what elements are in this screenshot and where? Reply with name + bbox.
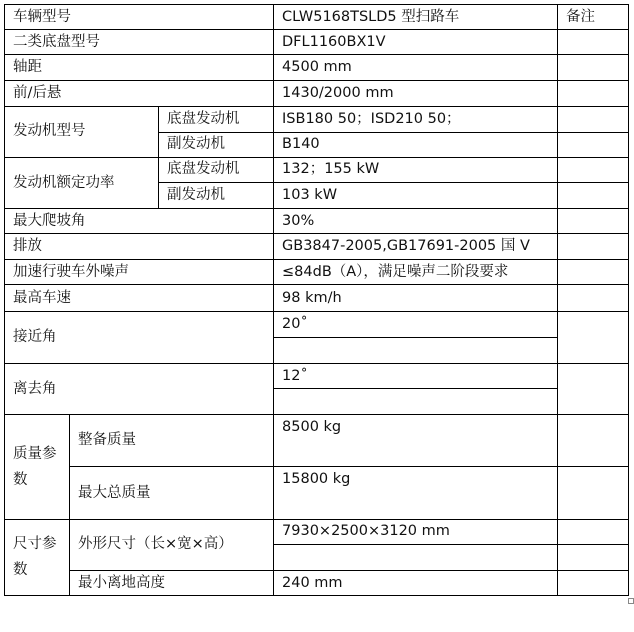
note-cell [558, 260, 629, 285]
note-cell [558, 311, 629, 363]
paragraph-end-mark [628, 598, 634, 604]
note-cell [558, 415, 629, 467]
overhang-label: 前/后悬 [5, 81, 274, 106]
table-row [5, 363, 629, 388]
note-header: 备注 [558, 5, 629, 30]
table-row [5, 570, 629, 595]
table-row [5, 260, 629, 285]
engine-model-aux-label: 副发动机 [159, 132, 274, 157]
emission-value: GB3847-2005,GB17691-2005 国 V [274, 234, 558, 260]
noise-value: ≤84dB（A），满足噪声二阶段要求 [274, 260, 558, 285]
departure-label: 离去角 [5, 363, 274, 414]
dimension-label: 尺寸参数 [5, 519, 70, 596]
curb-mass-value: 8500 kg [274, 415, 558, 467]
clearance-label: 最小离地高度 [70, 570, 274, 595]
note-cell [558, 30, 629, 55]
table-row [5, 467, 629, 519]
note-cell [558, 55, 629, 81]
outer-dimension-value: 7930×2500×3120 mm [274, 519, 558, 544]
note-cell [558, 285, 629, 311]
outer-dimension-label: 外形尺寸（长×宽×高） [70, 519, 274, 570]
engine-power-aux-label: 副发动机 [159, 182, 274, 208]
overhang-value: 1430/2000 mm [274, 81, 558, 106]
climb-label: 最大爬坡角 [5, 209, 274, 234]
table-row [5, 106, 629, 132]
outer-dimension-empty-cell [274, 544, 558, 570]
chassis-value: DFL1160BX1V [274, 30, 558, 55]
engine-power-aux-value: 103 kW [274, 182, 558, 208]
engine-model-aux-value: B140 [274, 132, 558, 157]
table-row [5, 415, 629, 467]
speed-label: 最高车速 [5, 285, 274, 311]
curb-mass-label: 整备质量 [70, 415, 274, 467]
spec-table [4, 4, 629, 596]
climb-value: 30% [274, 209, 558, 234]
chassis-label: 二类底盘型号 [5, 30, 274, 55]
model-label: 车辆型号 [5, 5, 274, 30]
table-row [5, 234, 629, 260]
wheelbase-label: 轴距 [5, 55, 274, 81]
approach-empty-cell [274, 337, 558, 363]
speed-value: 98 km/h [274, 285, 558, 311]
engine-model-chassis-value: ISB180 50；ISD210 50； [274, 106, 558, 132]
note-cell [558, 132, 629, 157]
note-cell [558, 570, 629, 595]
table-row [5, 81, 629, 106]
engine-model-label: 发动机型号 [5, 106, 159, 157]
note-cell [558, 81, 629, 106]
engine-model-chassis-label: 底盘发动机 [159, 106, 274, 132]
table-row [5, 157, 629, 182]
noise-label: 加速行驶车外噪声 [5, 260, 274, 285]
note-cell [558, 234, 629, 260]
note-cell [558, 467, 629, 519]
engine-power-chassis-label: 底盘发动机 [159, 157, 274, 182]
note-cell [558, 544, 629, 570]
clearance-value: 240 mm [274, 570, 558, 595]
emission-label: 排放 [5, 234, 274, 260]
mass-label: 质量参数 [5, 415, 70, 520]
note-cell [558, 363, 629, 414]
table-row [5, 55, 629, 81]
wheelbase-value: 4500 mm [274, 55, 558, 81]
note-cell [558, 209, 629, 234]
engine-power-label: 发动机额定功率 [5, 157, 159, 208]
table-row [5, 311, 629, 337]
note-cell [558, 106, 629, 132]
departure-value: 12˚ [274, 363, 558, 388]
approach-value: 20˚ [274, 311, 558, 337]
departure-empty-cell [274, 388, 558, 414]
table-row [5, 209, 629, 234]
table-row [5, 5, 629, 30]
table-row [5, 519, 629, 544]
note-cell [558, 519, 629, 544]
engine-power-chassis-value: 132；155 kW [274, 157, 558, 182]
approach-label: 接近角 [5, 311, 274, 363]
table-row [5, 285, 629, 311]
note-cell [558, 157, 629, 182]
gross-mass-label: 最大总质量 [70, 467, 274, 519]
note-cell [558, 182, 629, 208]
gross-mass-value: 15800 kg [274, 467, 558, 519]
model-value: CLW5168TSLD5 型扫路车 [274, 5, 558, 30]
table-row [5, 30, 629, 55]
